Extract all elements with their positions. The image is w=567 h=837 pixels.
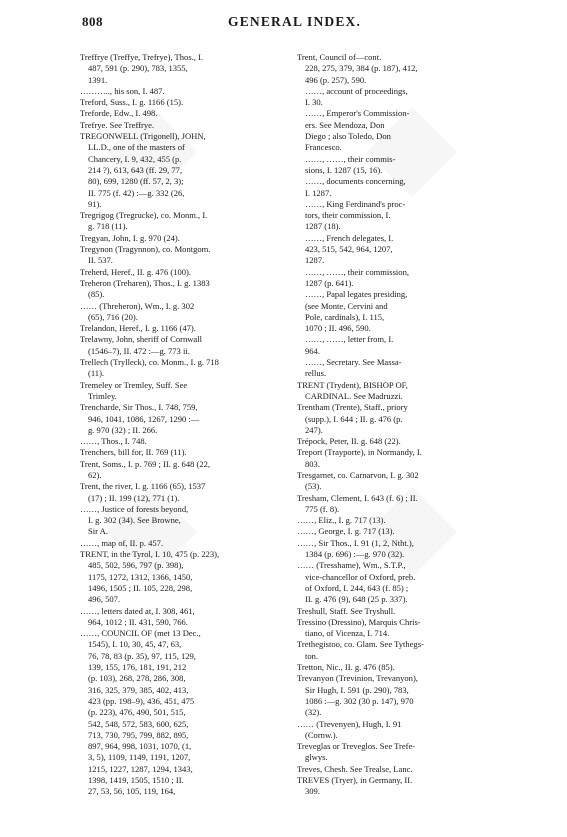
index-line: ……, George, I. g. 717 (13). [297, 526, 395, 537]
index-line: 3, 5), 1109, 1149, 1191, 1207, [88, 752, 191, 763]
index-line: (see Monte, Cervini and [305, 300, 388, 311]
index-line: ……, Sir Thos., I. 91 (1, 2, Ntht.), [297, 537, 414, 548]
index-line: Trefrye. See Treffrye. [80, 119, 155, 130]
index-line: Tressino (Dressino), Marquis Chris- [297, 616, 421, 627]
index-line: 775 (f. 8). [305, 503, 340, 514]
index-line: ……, King Ferdinand's proc- [305, 198, 406, 209]
index-line: Tretton, Nic., II. g. 476 (85). [297, 662, 395, 673]
index-line: Treheron (Treharen), Thos., I. g. 1383 [80, 277, 210, 288]
index-line: 309. [305, 786, 320, 797]
index-line: …… (Threheron), Wm., I. g. 302 [80, 300, 195, 311]
index-line: Tresham, Clement, I. 643 (f. 6) ; II. [297, 492, 418, 503]
index-line: Tresgarnet, co. Carnarvon, I. g. 302 [297, 469, 419, 480]
index-line: 496 (p. 257), 590. [305, 74, 367, 85]
index-line: Treforde, Edw., I. 498. [80, 108, 158, 119]
index-line: 964. [305, 345, 320, 356]
index-line: I. 30. [305, 97, 323, 108]
index-line: ……, documents concerning, [305, 176, 406, 187]
index-line: Treffrye (Treffye, Trefrye), Thos., I. [80, 52, 204, 62]
index-line: ers. See Mendoza, Don [305, 119, 385, 130]
index-line: I. g. 302 (34). See Browne, [88, 515, 181, 526]
page-header [0, 6, 567, 36]
index-line: 1496, 1505 ; II. 105, 228, 298, [88, 582, 193, 593]
index-line: Trépock, Peter, II. g. 648 (22). [297, 436, 401, 447]
page-number: 808 [82, 14, 103, 29]
index-line: 76, 78, 83 (p. 35), 97, 115, 129, [88, 650, 196, 661]
index-line: (1546–7), II. 472 :—g. 773 ii. [88, 345, 190, 356]
index-line: 228, 275, 379, 384 (p. 187), 412, [305, 63, 418, 74]
index-line: Trelawny, John, sheriff of Cornwall [80, 334, 202, 345]
index-line: 1070 ; II. 496, 590. [305, 323, 371, 334]
index-line: ……, Secretary. See Massa- [305, 357, 402, 368]
index-line: ……, Justice of forests beyond, [80, 503, 189, 514]
index-line: 897, 964, 998, 1031, 1070, (1, [88, 741, 192, 752]
index-line: Trentham (Trente), Staff., priory [297, 402, 408, 413]
index-line: (11). [88, 368, 105, 379]
index-line: Trelandon, Heref., I. g. 1166 (47). [80, 323, 196, 334]
index-line: Treford, Suss., I. g. 1166 (15). [80, 97, 184, 108]
index-line: ……, account of proceedings, [305, 85, 408, 96]
index-line: Sir Hugh, I. 591 (p. 290), 783, [305, 684, 409, 695]
index-line: 496, 507. [88, 594, 121, 605]
index-line: LL.D., one of the masters of [88, 142, 185, 153]
index-line: g. 970 (32) ; II. 266. [88, 424, 158, 435]
index-line: 62). [88, 469, 102, 480]
index-line: 1175, 1272, 1312, 1366, 1450, [88, 571, 193, 582]
index-line: Tregynon (Tragynnon), co. Montgom. [80, 244, 211, 255]
index-line: II. 537. [88, 255, 113, 266]
index-line: 542, 548, 572, 583, 600, 625, [88, 718, 189, 729]
index-line: Trencharde, Sir Thos., I. 748, 759, [80, 402, 198, 413]
index-line: 1545), I. 10, 30, 45, 47, 63, [88, 639, 182, 650]
index-line: TREGONWELL (Trigonell), JOHN, [80, 131, 206, 142]
index-line: 946, 1041, 1086, 1267, 1290 :— [88, 413, 200, 424]
index-line: ……, ……, letter from, I. [305, 334, 394, 345]
index-line: 80), 699, 1280 (ff. 57, 2, 3); [88, 176, 184, 187]
index-line: Treport (Trayporte), in Normandy, I. [297, 447, 422, 458]
index-line: 1287. [305, 255, 325, 266]
index-line: Pole, cardinals), I. 115, [305, 311, 385, 322]
index-line: Chancery, I. 9, 432, 455 (p. [88, 153, 182, 164]
index-line: Trevanyon (Trevinion, Trevanyon), [297, 673, 418, 684]
index-line: 964, 1012 ; II. 431, 590, 766. [88, 616, 188, 627]
index-line: II. 775 (f. 42) :—g. 332 (26, [88, 187, 185, 198]
index-line: ……….., his son, I. 487. [80, 85, 165, 96]
index-line: 1391. [88, 74, 108, 85]
index-line: 27, 53, 56, 105, 119, 164, [88, 786, 176, 797]
index-line: Sir A. [88, 526, 108, 537]
index-line: 316, 325, 379, 385, 402, 413, [88, 684, 189, 695]
index-line: Treves, Chesh. See Trealse, Lanc. [297, 763, 413, 774]
index-line: 1384 (p. 696) :—g. 970 (32). [305, 549, 405, 560]
index-line: 485, 502, 596, 797 (p. 398), [88, 560, 184, 571]
index-line: TRENT (Trydent), BISHOP OF, [297, 379, 408, 390]
index-line: ……, COUNCIL OF (met 13 Dec., [80, 628, 201, 639]
index-line: vice-chancellor of Oxford, preb. [305, 571, 416, 582]
index-line: 214 ?), 613, 643 (ff. 29, 77, [88, 164, 183, 175]
index-line: (Cornw.). [305, 729, 338, 740]
index-line: 91). [88, 198, 102, 209]
index-line: 1398, 1419, 1505, 1510 ; II. [88, 775, 184, 785]
index-line: Trimley. [88, 390, 117, 401]
index-column-left [80, 52, 280, 798]
index-line: 247). [305, 424, 323, 435]
index-column-right [297, 52, 497, 798]
index-line: 713, 730, 795, 799, 882, 895, [88, 729, 189, 740]
index-line: ……, Thos., I. 748. [80, 436, 147, 447]
index-line: 1287 (18). [305, 221, 341, 232]
index-line: ……, map of, II. p. 457. [80, 537, 164, 548]
running-head: GENERAL INDEX. [228, 14, 362, 29]
index-line: ……, ……, their commission, [305, 266, 409, 277]
index-line: Diego ; also Toledo, Don [305, 131, 391, 142]
index-line: ……, ……, their commis- [305, 153, 396, 164]
index-line: Trent, Council of—cont. [297, 52, 382, 62]
index-line: (supp.), I. 644 ; II. g. 476 (p. [305, 413, 403, 424]
index-line: (17) ; II. 199 (12), 771 (1). [88, 492, 180, 503]
index-line: ……, Eliz., I. g. 717 (13). [297, 515, 386, 526]
index-line: Trethegistoo, co. Glam. See Tythegs- [297, 639, 424, 650]
index-line: ……, Emperor's Commission- [305, 108, 410, 119]
index-line: Francesco. [305, 142, 342, 153]
index-line: 423, 515, 542, 964, 1207, [305, 244, 393, 255]
index-line: (85). [88, 289, 105, 300]
index-line: Trent, Soms., I. p. 769 ; II. g. 648 (22, [80, 458, 211, 469]
index-line: ton. [305, 650, 319, 661]
index-line: tors, their commission, I. [305, 210, 391, 221]
index-line: …… (Tresshame), Wm., S.T.P., [297, 560, 406, 571]
index-line: Tregrigog (Tregrucke), co. Monm., I. [80, 210, 208, 221]
index-line: (p. 103), 268, 278, 286, 308, [88, 673, 186, 684]
index-line: tiano, of Vicenza, I. 714. [305, 628, 390, 639]
index-line: Tregyan, John, I. g. 970 (24). [80, 232, 180, 243]
index-line: glwys. [305, 752, 328, 763]
index-line: 487, 591 (p. 290), 783, 1355, [88, 63, 188, 74]
index-line: 1086 :—g. 302 (30 p. 147), 970 [305, 695, 414, 706]
index-line: Tremeley or Tremley, Suff. See [80, 379, 188, 390]
index-line: …… (Trevenyen), Hugh, I. 91 [297, 718, 402, 729]
index-line: CARDINAL. See Madruzzi. [305, 390, 403, 401]
index-line: (53). [305, 481, 322, 492]
index-line: Trenchers, bill for, II. 769 (11). [80, 447, 187, 458]
index-line: (65), 716 (20). [88, 311, 138, 322]
index-line: (32). [305, 707, 322, 718]
index-line: Treveglas or Treveglos. See Trefe- [297, 741, 416, 752]
index-line: TRENT, in the Tyrol, I. 10, 475 (p. 223), [80, 549, 220, 560]
index-line: of Oxford, I. 244, 643 (f. 85) ; [305, 582, 409, 593]
index-line: Treherd, Heref., II. g. 476 (100). [80, 266, 192, 277]
index-line: ……, French delegates, I. [305, 232, 394, 243]
index-line: Trellech (Trylleck), co. Monm., I. g. 718 [80, 357, 219, 368]
index-line: rellus. [305, 368, 327, 379]
index-line: 423 (pp. 198–9), 436, 451, 475 [88, 695, 195, 706]
index-line: g. 718 (11). [88, 221, 128, 232]
index-line: Treshull, Staff. See Tryshull. [297, 605, 396, 616]
index-line: (p. 223), 476, 490, 501, 515, [88, 707, 186, 718]
index-line: Trent, the river, I. g. 1166 (65), 1537 [80, 481, 206, 492]
index-line: ……, Papal legates presiding, [305, 289, 408, 300]
index-line: TREVES (Tryer), in Germany, II. [297, 775, 413, 785]
index-line: 1215, 1227, 1287, 1294, 1343, [88, 763, 193, 774]
index-line: 803. [305, 458, 320, 469]
index-line: II. g. 476 (9), 648 (25 p. 337). [305, 594, 408, 605]
index-line: sions, I. 1287 (15, 16). [305, 164, 383, 175]
index-line: 1287 (p. 641). [305, 277, 354, 288]
index-line: I. 1287. [305, 187, 332, 198]
index-line: 139, 155, 176, 181, 191, 212 [88, 662, 187, 673]
index-line: ……, letters dated at, I. 308, 461, [80, 605, 195, 616]
